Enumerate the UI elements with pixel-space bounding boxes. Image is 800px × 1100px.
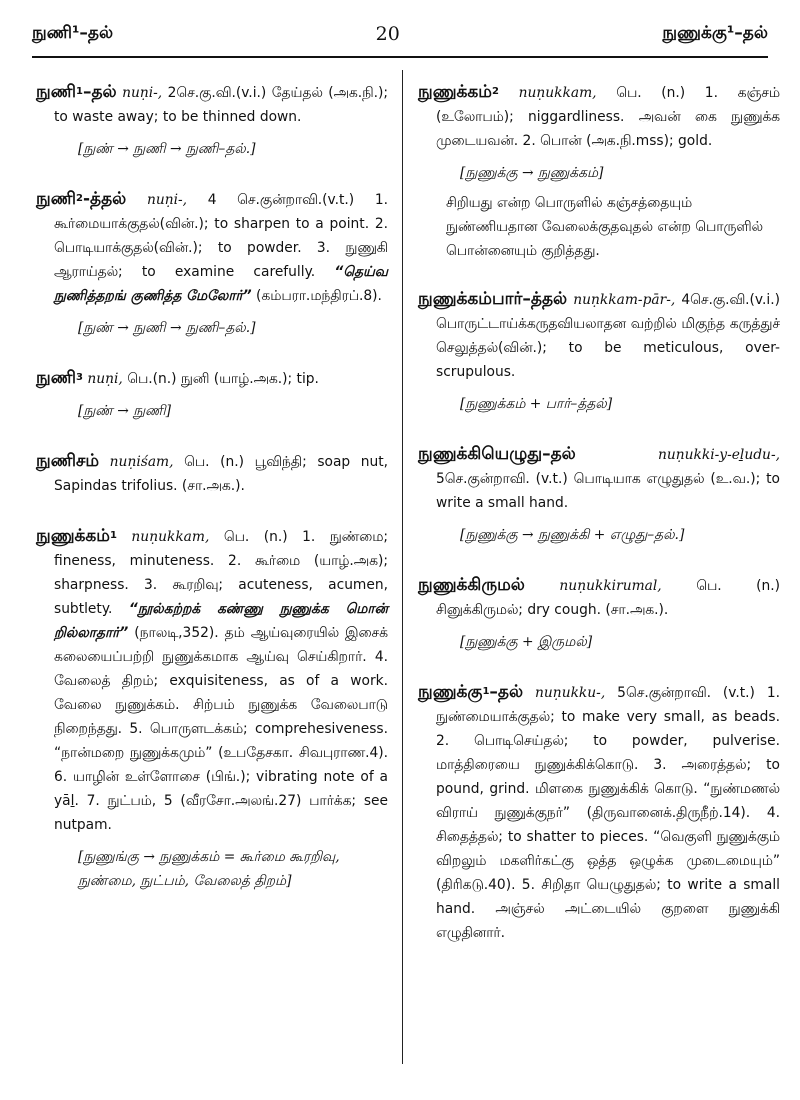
entry-transliteration: nuṇukku-, (535, 685, 606, 701)
entry-headword: நுணி (36, 189, 76, 209)
entry-quotation: “நூல்கற்றக் கண்ணு நுணுக்க மொன் றில்லாதார்” (54, 601, 388, 641)
header-right-guideword: நுணுக்கு¹–தல் (662, 23, 768, 43)
page-number: 20 (375, 23, 400, 45)
entry-etymology: [நுணுக்கு → நுணுக்கி + எழுது–தல்.] (460, 527, 685, 543)
entry-suffix: –தல் (542, 444, 576, 464)
dictionary-entry (36, 449, 388, 498)
entry-headword: நுணுக்கு (418, 682, 483, 702)
dictionary-entry (418, 573, 780, 622)
dictionary-entry (418, 80, 780, 153)
entry-sense-number: 1 (109, 530, 117, 541)
entry-transliteration: nuṇiśam, (109, 454, 174, 470)
entry-sense-number: 1 (75, 86, 83, 97)
dictionary-entry (36, 366, 388, 391)
entry-transliteration: nuṇukkirumal, (559, 578, 662, 594)
entry-headword: நுணிசம் (36, 451, 100, 471)
entry-quotation: “தெய்வ நுணித்தறங் குணித்த மேலோர்” (54, 264, 388, 304)
dictionary-entry (36, 187, 388, 308)
entry-transliteration: nuṇi, (87, 371, 123, 387)
entry-transliteration: nuṇi-, (122, 85, 163, 101)
dictionary-entry (418, 287, 780, 384)
entry-sense-number: 2 (491, 86, 499, 97)
entry-transliteration: nuṇukkam, (518, 85, 597, 101)
entry-etymology: [நுணுங்கு → நுணுக்கம் = கூர்மை கூரறிவு, நுண்மை, நுட்பம், வேலைத் திறம்] (78, 849, 340, 889)
entry-etymology: [நுணுக்கு → நுணுக்கம்] (460, 165, 604, 181)
entry-transliteration: nuṇukki-y-eḻudu-, (657, 447, 780, 463)
entry-definition: 4 செ.குன்றாவி.(v.t.) 1. கூர்மையாக்குதல்(வின்.); to sharpen to a point. 2. பொடியாக்குதல்(வின்.); to powder. 3. நுணுகி ஆராய்தல்; to examine carefully. (54, 192, 388, 280)
entry-definition: 2செ.கு.வி.(v.i.) தேய்தல் (அக.நி.); to waste away; to be thinned down. (54, 85, 388, 125)
entry-headword: நுணி (36, 82, 76, 102)
entry-etymology: [நுண் → நுணி → நுணி–தல்.] (78, 320, 256, 336)
dictionary-entry (36, 80, 388, 129)
dictionary-entry (418, 442, 780, 515)
dictionary-entry (418, 680, 780, 945)
entry-etymology: [நுண் → நுணி → நுணி–தல்.] (78, 141, 256, 157)
entry-transliteration: nuṇi-, (146, 192, 188, 208)
entry-definition: பெ. (n.) 1. கஞ்சம் (உலோபம்); niggardliness. அவன் கை நுணுக்க முடையவன். 2. பொன் (அக.நி.mss); gold. (436, 85, 781, 149)
entry-headword: நுணுக்கம் (36, 526, 110, 546)
entry-transliteration: nuṇkkam-pār-, (573, 292, 676, 308)
entry-note: சிறியது என்ற பொருளில் கஞ்சத்தையும் நுண்ணியதான வேலைக்குதவுதல் என்ற பொருளில் பொன்னையும் குறித்தது. (446, 195, 763, 259)
entry-definition: 5செ.குன்றாவி. (v.t.) பொடியாக எழுதுதல் (உ.வ.); to write a small hand. (436, 471, 780, 511)
entry-definition: பெ. (n.) சினுக்கிருமல்; dry cough. (சா.அக.). (436, 578, 780, 618)
entry-definition: பெ. (n.) பூவிந்தி; soap nut, Sapindas trifolius. (சா.அக.). (54, 454, 389, 494)
entry-sense-number: 1 (482, 686, 490, 697)
entry-sense-number: 3 (75, 372, 83, 383)
entry-etymology: [நுணுக்கம் + பார்–த்தல்] (460, 396, 613, 412)
entry-definition: பெ.(n.) நுனி (யாழ்.அக.); tip. (127, 371, 319, 387)
entry-headword: நுணுக்கம் (418, 82, 492, 102)
entry-definition: பெ. (n.) 1. நுண்மை; fineness, minuteness. 2. கூர்மை (யாழ்.அக); sharpness. 3. கூரறிவு; acuteness, acumen, subtlety. (54, 529, 388, 617)
entry-headword: நுணி (36, 368, 76, 388)
right-column (418, 80, 780, 1080)
entry-suffix: -த்தல் (82, 189, 127, 209)
entry-citation: (நாலடி,352). தம் ஆய்வுரையில் இசைக் கலையைப்பற்றி நுணுக்கமாக ஆய்வு செய்கிறார். 4. வேலைத் திறம்; exquisiteness, as of a work. வேலை நுணுக்கம். சிற்பம் நுணுக்க வேலைபாடு நிறைந்தது. 5. பொருளடக்கம்; comprehesiveness. “நான்மறை நுணுக்கமும்” (உபதேசகா. சிவபுராண.4). 6. யாழின் உள்ளோசை (பிங்.); vibrating note of a yāḻ. 7. நுட்பம், 5 (வீரசோ.அலங்.27) பார்க்க; see nutpam. (54, 625, 388, 833)
entry-transliteration: nuṇukkam, (131, 529, 210, 545)
entry-definition: 5செ.குன்றாவி. (v.t.) 1. நுண்மையாக்குதல்; to make very small, as beads. 2. பொடிசெய்தல்; to powder, pulverise. மாத்திரையை நுணுக்கிக்கொடு. 3. அரைத்தல்; to pound, grind. மிளகை நுணுக்கிக் கொடு. “நுண்மணல் விராய் நுணுக்குநர்” (திருவானைக்.திருநீற்.14). 4. சிதைத்தல்; to shatter to pieces. “வெகுளி நுணுக்கும் விறலும் மகளிர்கட்கு ஒத்த ஒழுக்க முடைமையும்” (திரிகடு.40). 5. சிறிதா யெழுதுதல்; to write a small hand. அஞ்சல் அட்டையில் குறளை நுணுக்கி எழுதினார். (436, 685, 781, 941)
entry-citation: (கம்பரா.மந்திரப்.8). (256, 288, 382, 304)
entry-sense-number: 2 (75, 193, 83, 204)
left-column (36, 80, 388, 1080)
header-left-guideword: நுணி¹–தல் (32, 23, 114, 43)
entry-headword: நுணுக்கம்பார் (418, 289, 523, 309)
entry-definition: 4செ.கு.வி.(v.i.) பொருட்டாய்க்கருதவியலாதன வற்றில் மிகுந்த கருத்துச் செலுத்தல்(வின்.); to be meticulous, over-scrupulous. (436, 292, 780, 380)
page-header (32, 14, 768, 54)
entry-headword: நுணுக்கியெழுது (418, 444, 543, 464)
entry-suffix: –த்தல் (522, 289, 568, 309)
header-rule (32, 56, 768, 58)
entry-headword: நுணுக்கிருமல் (418, 575, 525, 595)
dictionary-entry (36, 524, 388, 837)
column-divider (402, 70, 403, 1064)
entry-etymology: [நுண் → நுணி] (78, 403, 172, 419)
entry-suffix: –தல் (82, 82, 117, 102)
entry-etymology: [நுணுக்கு + இருமல்] (460, 634, 593, 650)
entry-suffix: –தல் (489, 682, 524, 702)
